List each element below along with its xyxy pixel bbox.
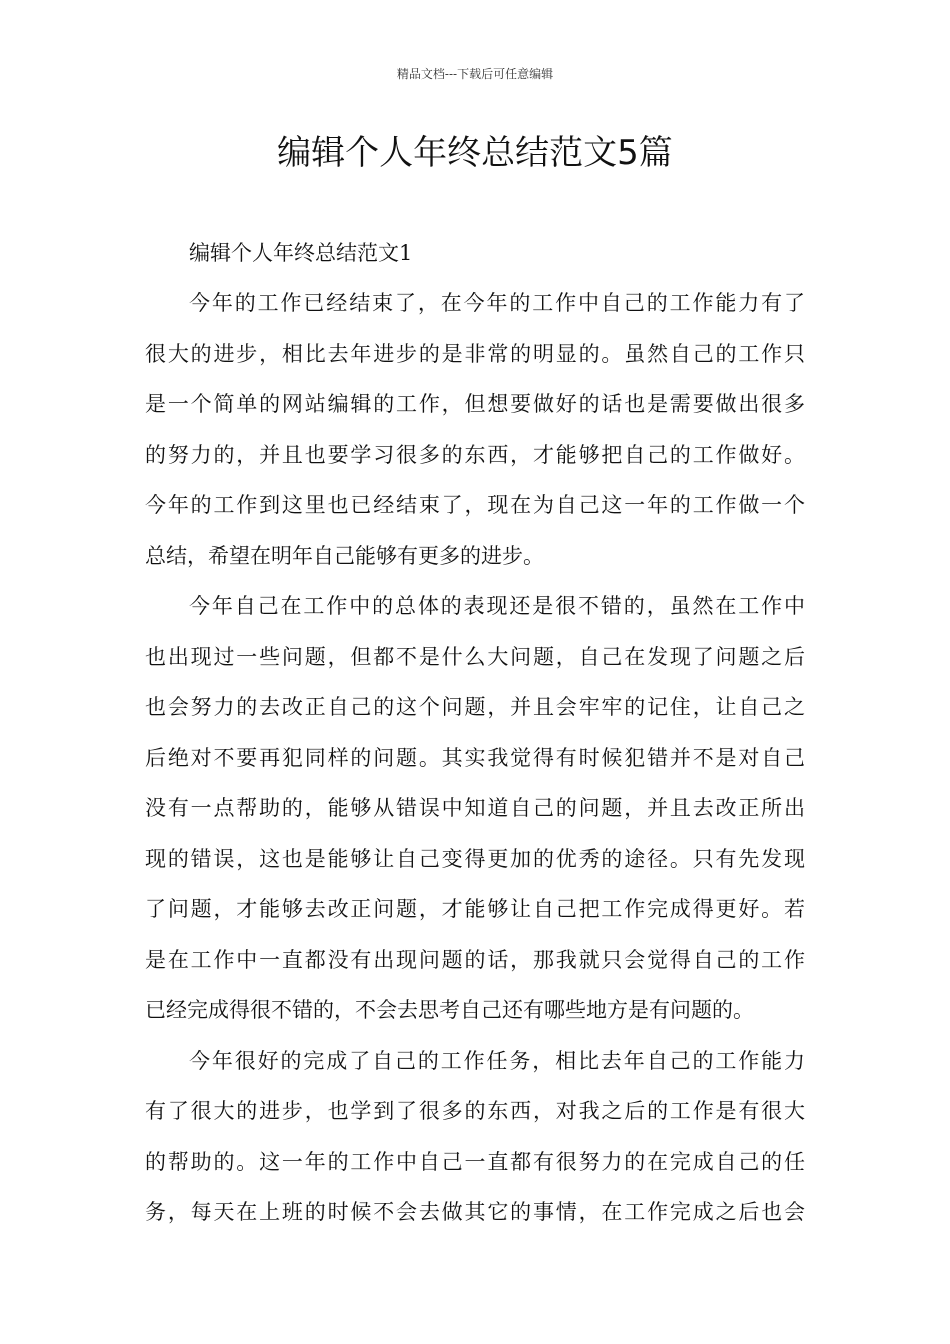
paragraph-3 (145, 1036, 805, 1238)
paragraph-line: 现的错误，这也是能够让自己变得更加的优秀的途径。只有先发现 (145, 846, 805, 871)
paragraph-2 (145, 581, 805, 1036)
paragraph-1 (145, 278, 805, 581)
paragraph-line: 是在工作中一直都没有出现问题的话，那我就只会觉得自己的工作 (145, 947, 805, 972)
document-title: 编辑个人年终总结范文5篇 (277, 133, 673, 173)
paragraph-line: 今年的工作已经结束了，在今年的工作中自己的工作能力有了 (189, 291, 805, 315)
paragraph-line: 的努力的，并且也要学习很多的东西，才能够把自己的工作做好。 (145, 442, 805, 467)
header-note: 精品文档---下载后可任意编辑 (396, 67, 554, 81)
paragraph-line: 的帮助的。这一年的工作中自己一直都有很努力的在完成自己的任 (145, 1149, 805, 1174)
paragraph-line: 是一个简单的网站编辑的工作，但想要做好的话也是需要做出很多 (145, 392, 805, 416)
paragraph-line: 今年的工作到这里也已经结束了，现在为自己这一年的工作做一个 (145, 493, 805, 517)
paragraph-line: 没有一点帮助的，能够从错误中知道自己的问题，并且去改正所出 (145, 796, 805, 820)
paragraph-line: 有了很大的进步，也学到了很多的东西，对我之后的工作是有很大 (145, 1099, 805, 1123)
paragraph-line: 也会努力的去改正自己的这个问题，并且会牢牢的记住，让自己之 (145, 695, 805, 719)
document-body (145, 228, 805, 1238)
paragraph-line: 总结，希望在明年自己能够有更多的进步。 (145, 543, 544, 568)
paragraph-line: 后绝对不要再犯同样的问题。其实我觉得有时候犯错并不是对自己 (145, 745, 805, 770)
paragraph-line: 今年很好的完成了自己的工作任务，相比去年自己的工作能力 (189, 1048, 805, 1073)
section-heading: 编辑个人年终总结范文1 (189, 241, 413, 265)
paragraph-line: 也出现过一些问题，但都不是什么大问题，自己在发现了问题之后 (145, 644, 805, 669)
paragraph-line: 了问题，才能够去改正问题，才能够让自己把工作完成得更好。若 (145, 897, 805, 921)
paragraph-line: 已经完成得很不错的，不会去思考自己还有哪些地方是有问题的。 (145, 998, 754, 1022)
paragraph-line: 今年自己在工作中的总体的表现还是很不错的，虽然在工作中 (189, 594, 805, 618)
paragraph-line: 很大的进步，相比去年进步的是非常的明显的。虽然自己的工作只 (145, 341, 805, 366)
paragraph-line: 务，每天在上班的时候不会去做其它的事情，在工作完成之后也会 (145, 1200, 805, 1224)
